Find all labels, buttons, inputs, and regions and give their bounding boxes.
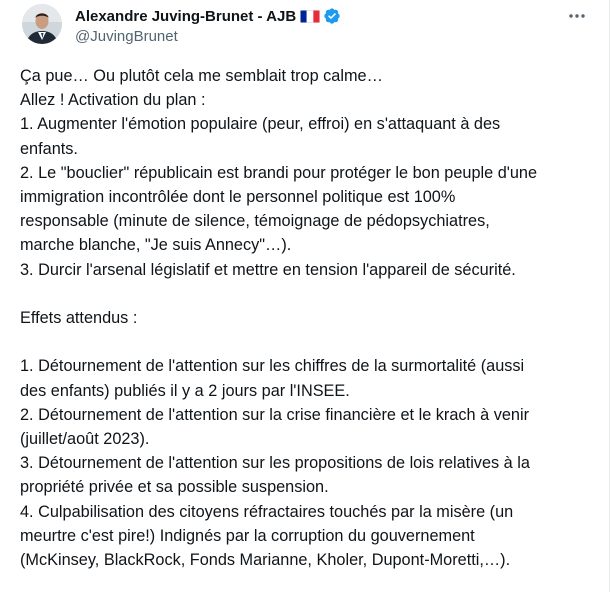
tweet-text-line: 3. Durcir l'arsenal législatif et mettre en tension l'appareil de sécurité. xyxy=(20,260,516,279)
france-flag-icon xyxy=(300,10,320,23)
avatar[interactable] xyxy=(22,4,62,44)
tweet-text-line: immigration incontrôlée dont le personnel politique est 100% xyxy=(20,188,456,207)
tweet-text-line: 3. Détournement de l'attention sur les propositions de lois relatives à la xyxy=(20,454,530,473)
tweet-text-line: 4. Culpabilisation des citoyens réfractaires touchés par la misère (un xyxy=(20,502,514,521)
tweet-text-line: meurtre c'est pire!) Indignés par la corruption du gouvernement xyxy=(20,526,475,545)
tweet-text-line: (juillet/août 2023). xyxy=(20,430,150,449)
tweet-text-line: Allez ! Activation du plan : xyxy=(20,91,206,110)
tweet-text-line: (McKinsey, BlackRock, Fonds Marianne, Kholer, Dupont-Moretti,…). xyxy=(20,551,511,570)
verified-badge-icon[interactable] xyxy=(323,7,341,25)
tweet-text-line xyxy=(20,330,590,354)
tweet-text-line: responsable (minute de silence, témoignage de pédopsychiatres, xyxy=(20,212,490,231)
tweet-text-line: Ça pue… Ou plutôt cela me semblait trop calme… xyxy=(20,67,383,85)
tweet-text-line: 1. Détournement de l'attention sur les chiffres de la surmortalité (aussi xyxy=(20,357,525,376)
tweet-text-line: propriété privée et sa possible suspension. xyxy=(20,478,329,497)
avatar-photo-icon xyxy=(22,4,62,44)
tweet-text-line: des enfants) publiés il y a 2 jours par l'INSEE. xyxy=(20,381,350,400)
tweet-text-line: marche blanche, "Je suis Annecy"…). xyxy=(20,236,292,255)
author-handle[interactable]: @JuvingBrunet xyxy=(75,28,178,45)
tweet-text-line: 1. Augmenter l'émotion populaire (peur, effroi) en s'attaquant à des xyxy=(20,115,501,134)
tweet-text-line xyxy=(20,282,590,306)
tweet-text-line: enfants. xyxy=(20,139,78,158)
tweet-text-line: 2. Le "bouclier" républicain est brandi pour protéger le bon peuple d'une xyxy=(20,163,538,182)
tweet-text-line: 2. Détournement de l'attention sur la crise financière et le krach à venir xyxy=(20,405,529,424)
tweet-text xyxy=(20,64,590,572)
tweet-text-line: Effets attendus : xyxy=(20,309,138,328)
author-name-row[interactable] xyxy=(75,6,341,26)
more-options-icon[interactable] xyxy=(566,7,588,25)
author-display-name[interactable]: Alexandre Juving-Brunet - AJB xyxy=(75,7,297,25)
